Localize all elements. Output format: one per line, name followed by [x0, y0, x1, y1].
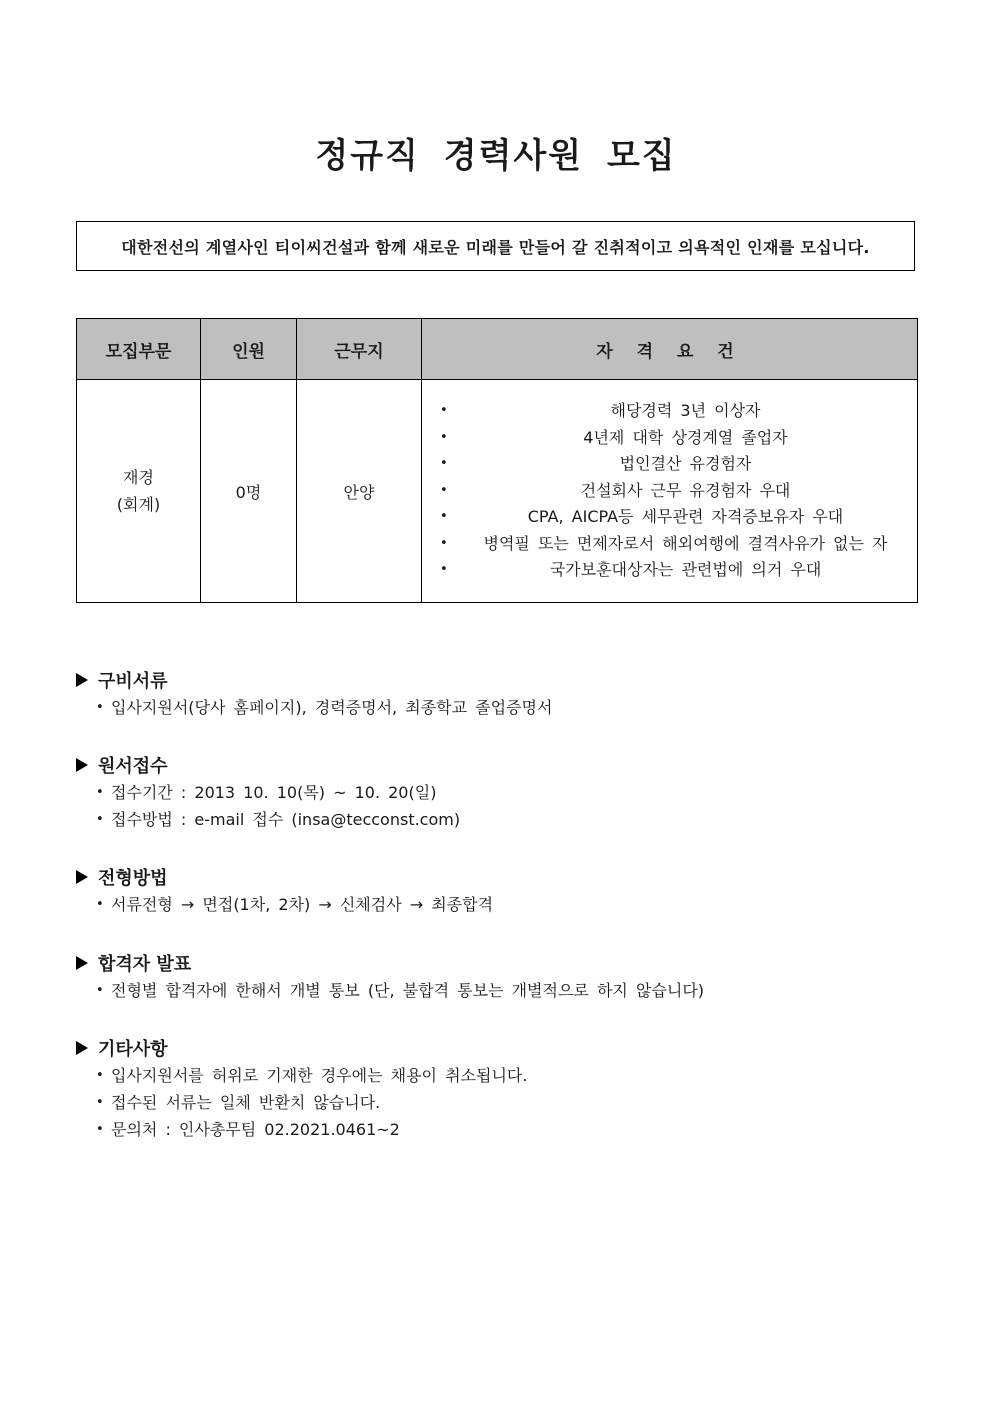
list-item: • 해당경력 3년 이상자 [440, 398, 917, 425]
section-announcement [76, 949, 916, 1004]
triangle-bullet-icon [76, 673, 88, 687]
header-requirements [422, 319, 918, 380]
section-heading-label: 원서접수 [98, 756, 168, 777]
section-heading [76, 1034, 916, 1062]
section-misc [76, 1034, 916, 1143]
triangle-bullet-icon [76, 1041, 88, 1055]
list-item: • 4년제 대학 상경계열 졸업자 [440, 425, 917, 452]
list-item: • 입사지원서(당사 홈페이지), 경력증명서, 최종학교 졸업증명서 [96, 694, 916, 721]
list-item: • 접수기간 : 2013 10. 10(목) ~ 10. 20(일) [96, 779, 916, 806]
section-heading-label: 전형방법 [98, 868, 168, 889]
section-selection [76, 863, 916, 918]
dept-name: 재경 [123, 468, 154, 487]
list-item: • 국가보훈대상자는 관련법에 의거 우대 [440, 557, 917, 584]
list-item: • 병역필 또는 면제자로서 해외여행에 결격사유가 없는 자 [440, 531, 917, 558]
section-heading-label: 구비서류 [98, 671, 168, 692]
recruitment-table [76, 318, 918, 603]
requirements-list [440, 398, 917, 584]
cell-requirements [422, 380, 918, 603]
section-heading [76, 863, 916, 891]
table-header-row [77, 319, 918, 380]
section-heading-label: 합격자 발표 [98, 954, 192, 975]
section-list [96, 977, 916, 1004]
list-item: • 서류전형 → 면접(1차, 2차) → 신체검사 → 최종합격 [96, 891, 916, 918]
triangle-bullet-icon [76, 870, 88, 884]
list-item: • 법인결산 유경험자 [440, 451, 917, 478]
triangle-bullet-icon [76, 758, 88, 772]
page-title: 정규직 경력사원 모집 [315, 136, 677, 176]
section-list [96, 891, 916, 918]
list-item: • 입사지원서를 허위로 기재한 경우에는 채용이 취소됩니다. [96, 1062, 916, 1089]
intro-text: 대한전선의 계열사인 티이씨건설과 함께 새로운 미래를 만들어 갈 진취적이고 의욕적인 인재를 모십니다. [121, 237, 870, 257]
list-item: • 건설회사 근무 유경험자 우대 [440, 478, 917, 505]
section-list [96, 1062, 916, 1143]
section-heading-label: 기타사항 [98, 1039, 168, 1060]
section-documents [76, 666, 916, 721]
dept-sub: (회계) [116, 495, 161, 514]
intro-box [76, 221, 915, 271]
section-application [76, 751, 916, 833]
list-item: • 접수된 서류는 일체 반환치 않습니다. [96, 1089, 916, 1116]
header-location: 근무지 [297, 319, 422, 380]
triangle-bullet-icon [76, 956, 88, 970]
cell-count: 0명 [201, 380, 297, 603]
list-item: • CPA, AICPA등 세무관련 자격증보유자 우대 [440, 504, 917, 531]
header-dept: 모집부문 [77, 319, 201, 380]
section-heading [76, 666, 916, 694]
header-count: 인원 [201, 319, 297, 380]
section-list [96, 694, 916, 721]
section-list [96, 779, 916, 833]
header-requirements-label: 자 격 요 건 [596, 341, 743, 362]
section-heading [76, 949, 916, 977]
list-item: • 문의처 : 인사총무팀 02.2021.0461~2 [96, 1116, 916, 1143]
list-item: • 접수방법 : e-mail 접수 (insa@tecconst.com) [96, 806, 916, 833]
table-row [77, 380, 918, 603]
list-item: • 전형별 합격자에 한해서 개별 통보 (단, 불합격 통보는 개별적으로 하지 않습니다) [96, 977, 916, 1004]
cell-location: 안양 [297, 380, 422, 603]
section-heading [76, 751, 916, 779]
cell-dept [77, 380, 201, 603]
